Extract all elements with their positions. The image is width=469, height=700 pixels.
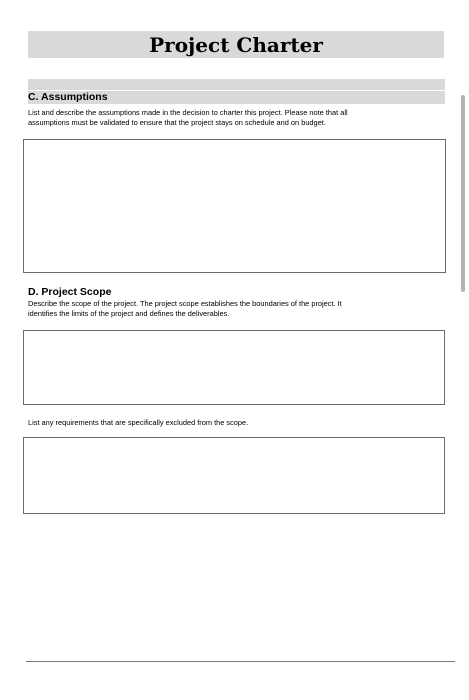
assumptions-description [28,108,448,127]
exclusions-response-box[interactable] [23,437,445,514]
document-title: Project Charter [149,32,323,57]
vertical-scrollbar-thumb[interactable] [461,95,465,292]
assumptions-heading: C. Assumptions [28,91,108,103]
assumptions-description-line: assumptions must be validated to ensure that the project stays on schedule and on budget. [28,117,326,127]
assumptions-response-box[interactable] [23,139,446,273]
project-scope-description-line: Describe the scope of the project. The project scope establishes the boundaries of the project. It [28,299,342,308]
exclusions-description: List any requirements that are specifically excluded from the scope. [28,418,249,427]
footer-divider [26,661,455,662]
project-scope-description-line: identifies the limits of the project and defines the deliverables. [28,308,230,318]
section-divider-strip [28,79,445,90]
title-bar [28,31,444,58]
project-scope-heading: D. Project Scope [28,286,112,298]
project-scope-response-box[interactable] [23,330,445,405]
assumptions-description-line: List and describe the assumptions made in the decision to charter this project. Please note that all [28,108,348,117]
project-scope-description [28,299,448,318]
